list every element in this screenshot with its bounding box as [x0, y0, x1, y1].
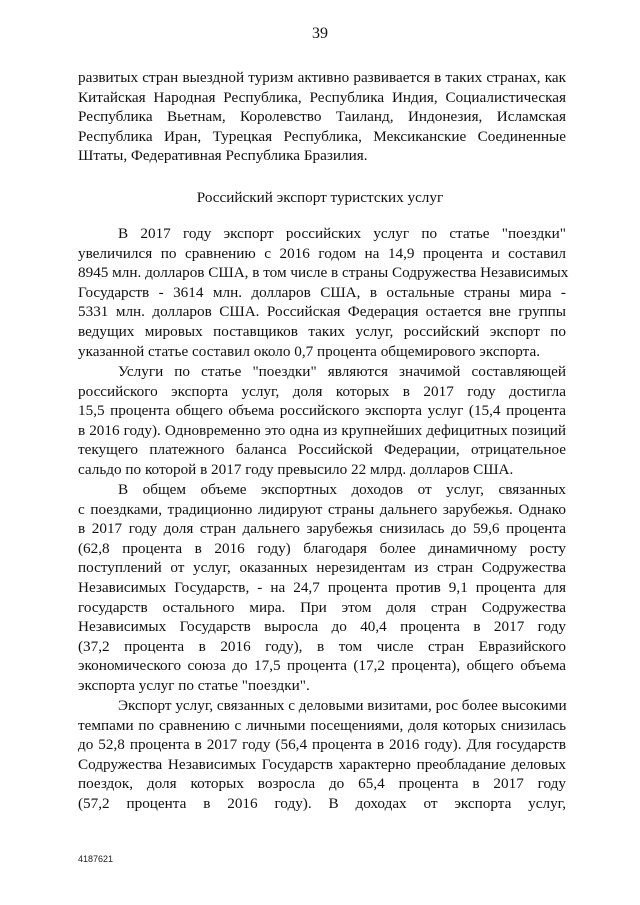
text-line: текущего платежного баланса Российской Федерации, отрицательное — [78, 441, 566, 459]
text-line: с поездками, традиционно лидируют страны дальнего зарубежья. Однако — [78, 500, 566, 518]
text-line: В общем объеме экспортных доходов от услуг, связанных — [118, 481, 566, 498]
text-line: 5331 млн. долларов США. Российская Федерация остается вне группы — [78, 303, 566, 321]
text-line: российского экспорта услуг, доля которых в 2017 году достигла — [78, 382, 566, 400]
text-line: 8945 млн. долларов США, в том числе в страны Содружества Независимых — [78, 264, 569, 282]
text-line: Государств - 3614 млн. долларов США, в остальные страны мира - — [78, 283, 566, 301]
text-line: до 52,8 процента в 2017 году (56,4 процента в 2016 году). Для государств — [78, 736, 566, 754]
text-line: (57,2 процента в 2016 году). В доходах от экспорта услуг, — [78, 794, 566, 812]
text-line: Независимых Государств, - на 24,7 процента против 9,1 процента для — [78, 578, 566, 596]
page-number: 39 — [312, 25, 328, 42]
text-line: Независимых Государств выросла до 40,4 процента в 2017 году — [78, 618, 566, 636]
text-line: Экспорт услуг, связанных с деловыми визитами, рос более высокими — [118, 697, 567, 714]
section-title: Российский экспорт туристских услуг — [196, 189, 444, 206]
text-line: Республика Иран, Турецкая Республика, Мексиканские Соединенные — [78, 127, 566, 145]
text-line: Республика Вьетнам, Королевство Таиланд, Индонезия, Исламская — [78, 108, 566, 126]
paragraph-4 — [78, 696, 566, 814]
text-line: развитых стран выездной туризм активно развивается в таких странах, как — [78, 69, 566, 86]
paragraph-3 — [78, 480, 566, 696]
text-line: поступлений от услуг, оказанных нерезидентам из стран Содружества — [78, 559, 566, 577]
document-id: 4187621 — [78, 854, 114, 864]
text-line: В 2017 году экспорт российских услуг по статье "поездки" — [118, 225, 566, 242]
text-line: экспорта услуг по статье "поездки". — [78, 676, 310, 694]
text-line: указанной статье составил около 0,7 процента общемирового экспорта. — [78, 342, 541, 360]
text-line: 15,5 процента общего объема российского экспорта услуг (15,4 процента — [78, 402, 566, 420]
text-line: поездок, доля которых возросла до 65,4 процента в 2017 году — [78, 775, 566, 793]
text-line: экономического союза до 17,5 процента (17,2 процента), общего объема — [78, 657, 566, 675]
text-line: Услуги по статье "поездки" являются значимой составляющей — [118, 363, 566, 380]
text-line: ведущих мировых поставщиков таких услуг, российский экспорт по — [78, 322, 566, 340]
text-line: темпами по сравнению с личными посещениями, доля которых снизилась — [78, 716, 566, 734]
text-line: сальдо по которой в 2017 году превысило 22 млрд. долларов США. — [78, 460, 514, 478]
text-line: (62,8 процента в 2016 году) благодаря более динамичному росту — [78, 539, 566, 557]
text-line: Штаты, Федеративная Республика Бразилия. — [78, 147, 368, 165]
intro-paragraph — [78, 68, 566, 166]
text-line: в 2016 году). Одновременно это одна из крупнейших дефицитных позиций — [78, 421, 566, 439]
paragraph-2 — [78, 362, 566, 480]
text-line: в 2017 году доля стран дальнего зарубежья снизилась до 59,6 процента — [78, 520, 566, 538]
text-line: (37,2 процента в 2016 году), в том числе стран Евразийского — [78, 637, 566, 655]
text-line: увеличился по сравнению с 2016 годом на 14,9 процента и составил — [78, 244, 566, 262]
paragraph-1 — [78, 224, 569, 361]
text-line: государств остального мира. При этом доля стран Содружества — [78, 598, 566, 616]
text-line: Содружества Независимых Государств характерно преобладание деловых — [78, 755, 566, 773]
text-line: Китайская Народная Республика, Республика Индия, Социалистическая — [78, 88, 566, 106]
